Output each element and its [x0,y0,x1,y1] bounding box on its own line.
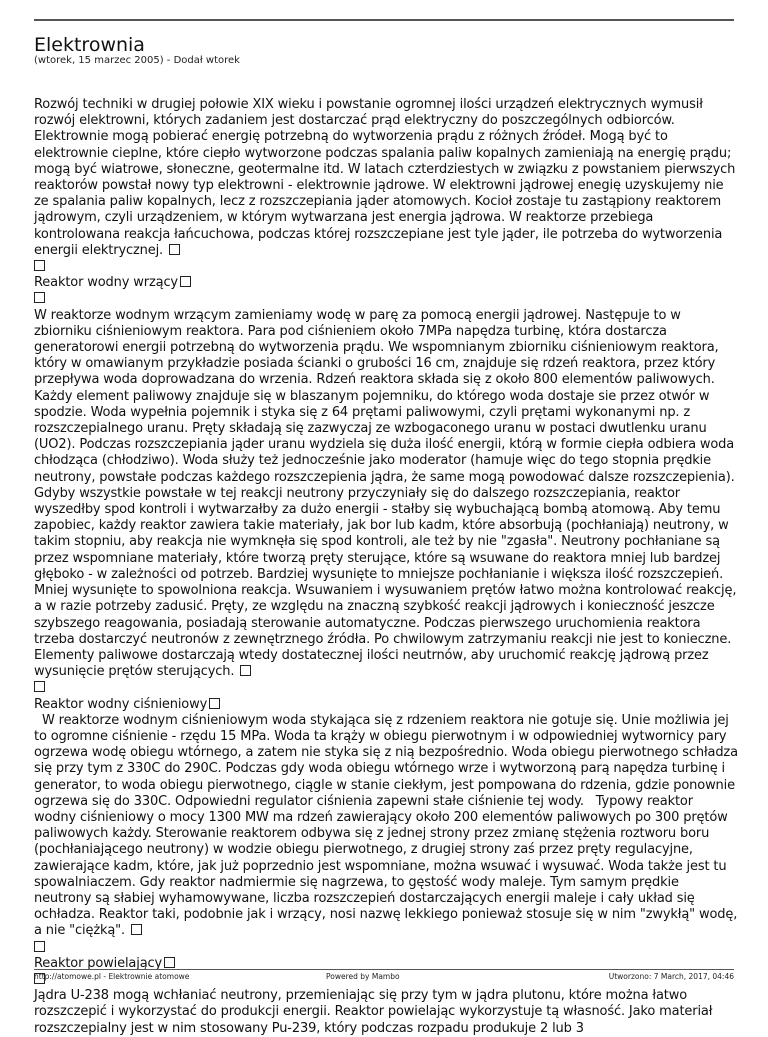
missing-glyph-icon [240,665,251,676]
heading-text: Reaktor powielający [34,955,163,971]
missing-glyph-icon [180,276,191,287]
paragraph-text: Rozwój techniki w drugiej połowie XIX wieku i powstanie ogromnej ilości urządzeń elektrycznych wymusił rozwój elektrowni, których zadaniem jest dostarczać prąd elektryczny do poszczególnych odbiorców. Elektrownie mogą pobierać energię potrzebną do wytworzenia prądu z różnych źródeł. Mogą być to elektrownie cieplne, które ciepło wytworzone podczas spalania paliw kopalnych zamieniają na energię prądu; mogą być wiatrowe, słoneczne, geotermalne itd. W latach czterdziestych w związku z powstaniem pierwszych reaktorów powstał nowy typ elektrowni - elektrownie jądrowe. W elektrowni jądrowej enegię uzyskujemy nie ze spalania paliw kopalnych, lecz z rozszczepiania jąder atomowych. Kocioł zostaje tu zastąpiony reaktorem jądrowym, czyli urządzeniem, w którym wytwarzana jest energia jądrowa. W reaktorze przebiega kontrolowana reakcja łańcuchowa, podczas której rozszczepiane jest tyle jąder, ile potrzeba do wytworzenia energii elektrycznej. [34,97,736,258]
paragraph-text: Jądra U-238 mogą wchłaniać neutrony, przemieniając się przy tym w jądra plutonu, które można łatwo rozszczepić i wykorzystać do produkcji energii. Reaktor powielając wykorzystuje tą własność. Jako materiał rozszczepialny jest w nim stosowany Pu-239, który podczas rozpadu produkuje 2 lub 3 [34,988,713,1036]
missing-glyph-icon [34,260,45,271]
missing-glyph-icon [209,698,220,709]
separator-line [34,680,738,696]
paragraph-reaktor-powielajacy [34,988,738,1037]
paragraph-reaktor-wrzacy [34,308,738,681]
missing-glyph-icon [169,244,180,255]
missing-glyph-icon [34,292,45,303]
footer-rule [34,969,734,970]
paragraph-text: W reaktorze wodnym wrzącym zamieniamy wodę w parę za pomocą energii jądrowej. Następuje to w zbiorniku ciśnieniowym reaktora. Para pod ciśnieniem około 7MPa napędza turbinę, która dostarcza generatorowi energii potrzebną do wytworzenia prądu. We wspomnianym zbiorniku ciśnieniowym reaktora, który w omawianym przykładzie posiada ścianki o grubości 16 cm, znajduje się rdzeń reaktora, przez który przepływa woda doprowadzana do wrzenia. Rdzeń reaktora składa się z około 800 elementów paliwowych. Każdy element paliwowy znajduje się w blaszanym pojemniku, do którego woda dostaje sie przez otwór w spodzie. Woda wypełnia pojemnik i styka się z 64 prętami paliwowymi, czyli prętami wykonanymi np. z rozszczepialnego uranu. Pręty składają się zazwyczaj ze wzbogaconego uranu w postaci dwutlenku uranu (UO2). Podczas rozszczepiania jąder uranu wydziela się duża ilość energii, którą w formie ciepła odbiera woda chłodząca (chłodziwo). Woda służy też jednocześnie jako moderator (hamuje więc do tego stopnia prędkie neutrony, powstałe podczas każdego rozszczepienia jądra, że same mogą powodować dalsze rozszczepienia). Gdyby wszystkie powstałe w tej reakcji neutrony przyczyniały się do dalszego rozszczepiania, reaktor wyszedłby spod kontroli i wytwarzałby za dużo energii - stałby się wybuchającą bombą atomową. Aby temu zapobiec, każdy reaktor zawiera takie materiały, jak bor lub kadm, które absorbują (pochłaniają) neutrony, w takim stopniu, aby reakcja nie wymknęła się spod kontroli, ale też by nie "zgasła". Neutrony pochłaniane są przez wspomniane materiały, które tworzą pręty sterujące, które są wsuwane do reaktora mniej lub bardzej głęboko - w zależności od potrzeb. Bardziej wysunięte to mniejsze pochłanianie i większa ilość rozszczepień. Mniej wysunięte to spowolniona reakcja. Wsuwaniem i wysuwaniem prętów łatwo można kontrolować reakcję, a w razie potrzeby zadusić. Pręty, ze względu na znaczną szybkość reakcji jądrowych i konieczność jeszcze szybszego reagowania, posiadają sterowanie automatyczne. Podczas pierwszego uruchomienia reaktora trzeba dostarczyć neutronów z zewnętrznego źródła. Po chwilowym zatrzymaniu reakcji nie jest to konieczne. Elementy paliwowe dostarczają wtedy dostatecznej ilości neutrnów, aby uruchomić reakcję jądrową przez wysunięcie prętów sterujących. [34,307,737,680]
separator-line [34,259,738,275]
article-title: Elektrownia [34,34,145,56]
missing-glyph-icon [34,941,45,952]
paragraph-reaktor-cisnieniowy [34,712,742,940]
paragraph-text: W reaktorze wodnym ciśnieniowym woda stykająca się z rdzeniem reaktora nie gotuje się. Unie możliwia jej to ogromne ciśnienie - rzędu 15 MPa. Woda ta krąży w obiegu pierwotnym i w odpowiedniej wytwornicy pary ogrzewa wodę obiegu wtórnego, a zatem nie styka się z nią bezpośrednio. Woda obiegu pierwotnego schładza się przy tym z 330C do 290C. Podczas gdy woda obiegu wtórnego wrze i wytworzoną parą napędza turbinę i generator, to woda obiegu pierwotnego, ciągle w stanie ciekłym, jest pompowana do rdzenia, gdzie ponownie ogrzewa się do 330C. Odpowiedni regulator ciśnienia zapewni stałe ciśnienie tej wody. Typowy reaktor wodny ciśnieniowy o mocy 1300 MW ma rdzeń zawierający około 200 elementów paliwowych po 300 prętów paliwowych każdy. Sterowanie reaktorem odbywa się z jednej strony przez zmianę stężenia roztworu boru (pochłaniającego neutrony) w wodzie obiegu pierwotnego, z drugiej strony zaś przez pręty regulacyjne, zawierające kadm, które, jak już poprzednio jest wspomniane, można wsuwać i wysuwać. Woda także jest tu spowalniaczem. Gdy reaktor nadmiermie się nagrzewa, to gęstość wody maleje. Tym samym prędkie neutrony są słabiej wyhamowywane, liczba rozszczepień dostarczających energii maleje i cały układ się ochładza. Reaktor taki, podobnie jak i wrzący, nosi nazwę lekkiego ponieważ stosuje się w nim "zwykłą" wodę, a nie "ciężką". [34,712,742,939]
section-heading [34,697,738,713]
article-meta: (wtorek, 15 marzec 2005) - Dodał wtorek [34,55,240,66]
heading-text: Reaktor wodny ciśnieniowy [34,696,208,712]
paragraph-intro [34,97,738,259]
separator-line [34,291,738,307]
footer-created-date: Utworzono: 7 March, 2017, 04:46 [608,972,734,981]
footer-site-link[interactable]: http://atomowe.pl - Elektrownie atomowe [34,972,190,981]
heading-text: Reaktor wodny wrzący [34,275,178,291]
top-rule [34,19,734,21]
missing-glyph-icon [164,957,175,968]
separator-line [34,940,738,956]
footer-powered-by: Powered by Mambo [326,972,400,981]
missing-glyph-icon [34,681,45,692]
article-body [34,97,742,1037]
missing-glyph-icon [131,924,142,935]
section-heading [34,275,738,291]
